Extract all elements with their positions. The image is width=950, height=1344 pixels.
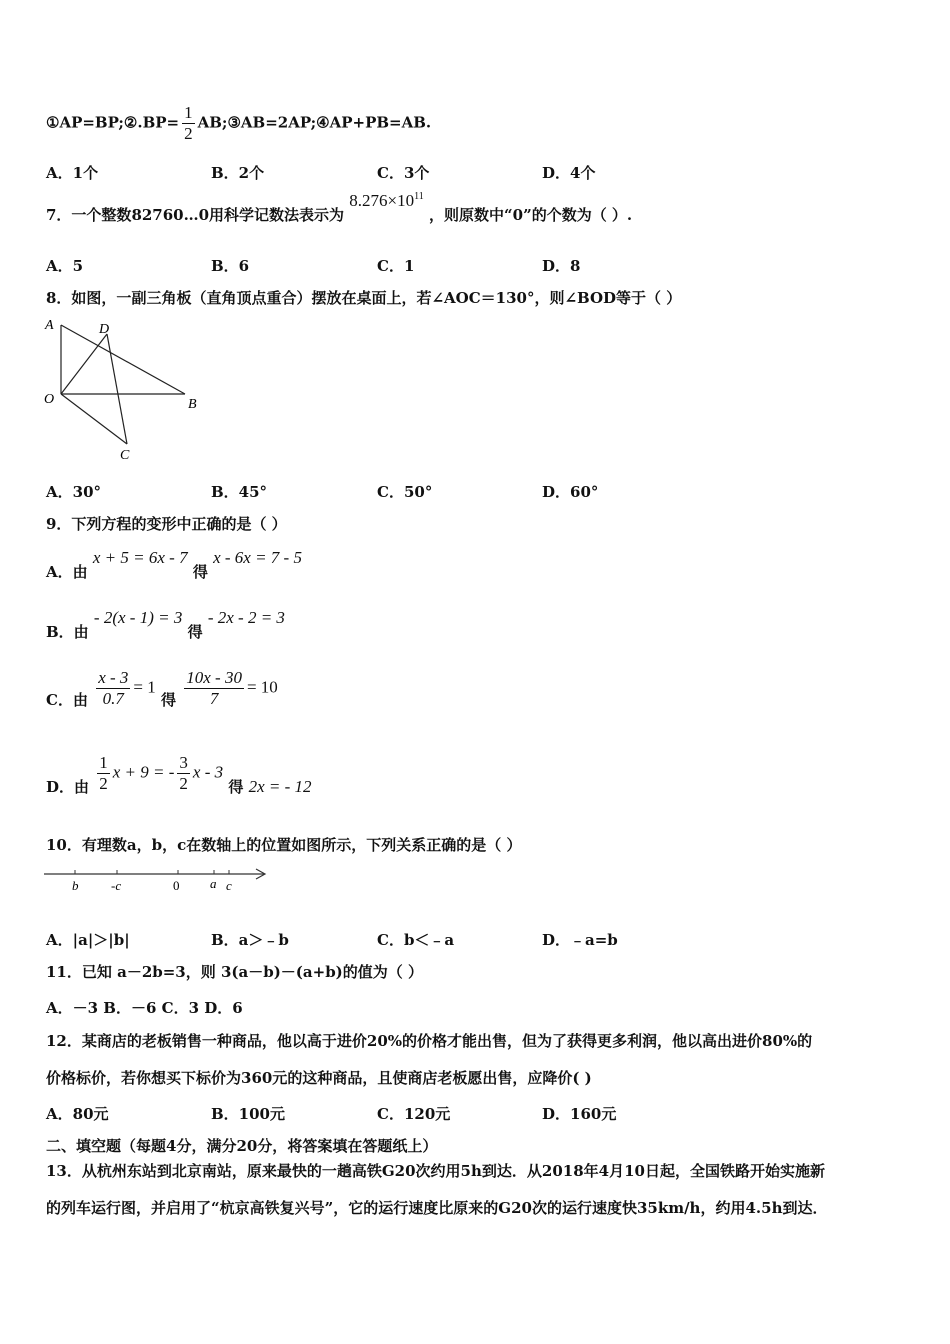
q10-option-b[interactable]: B．a＞﹣b: [211, 931, 289, 949]
q9c-frac1: [96, 668, 130, 709]
q10-option-d[interactable]: D．﹣a=b: [542, 931, 618, 949]
q8-option-d[interactable]: D．60°: [542, 483, 599, 501]
q10-option-a[interactable]: A．|a|＞|b|: [46, 931, 130, 949]
q9d-num2: 3: [179, 753, 188, 772]
q7-sci-exp: 11: [414, 191, 424, 202]
label-neg-c: -c: [111, 878, 122, 893]
line-od: [61, 334, 107, 394]
q13-line2: 的列车运行图，并启用了“杭京高铁复兴号”，它的运行速度比原来的G20次的运行速度快35km/h，约用4.5h到达．: [46, 1199, 828, 1217]
label-zero: 0: [173, 878, 180, 893]
label-c: c: [226, 878, 232, 893]
line-ab: [61, 325, 185, 394]
q7-sci-base: 8.276×10: [349, 191, 415, 210]
q9-option-d[interactable]: [46, 753, 312, 801]
q7-option-c[interactable]: C．1: [377, 257, 415, 275]
q10-option-c[interactable]: C．b＜﹣a: [377, 931, 455, 949]
q9b-to: - 2x - 2 = 3: [207, 608, 285, 627]
q9a-to: x - 6x = 7 - 5: [213, 548, 302, 567]
q6-option-d[interactable]: D．4个: [542, 164, 596, 182]
q12-option-c[interactable]: C．120元: [377, 1105, 451, 1123]
q9d-mid: x + 9 = -: [112, 762, 175, 782]
q7-option-b[interactable]: B．6: [211, 257, 250, 275]
q9c-num2: 10x - 30: [186, 668, 242, 687]
q9-option-b[interactable]: [46, 608, 285, 644]
q12-option-b[interactable]: B．100元: [211, 1105, 285, 1123]
q9d-frac2: [177, 753, 190, 794]
q12-line1: 12．某商店的老板销售一种商品，他以高于进价20%的价格才能出售，但为了获得更多利润，他以高出进价80%的: [46, 1032, 813, 1050]
q6-frac-num: 1: [184, 103, 193, 122]
q6-option-c[interactable]: C．3个: [377, 164, 430, 182]
q7-sci-notation: [349, 191, 423, 210]
q9d-den2: 2: [179, 774, 188, 793]
q13-line1: 13．从杭州东站到北京南站，原来最快的一趟高铁G20次约用5h到达．从2018年4月10日起，全国铁路开始实施新: [46, 1162, 825, 1180]
q9b-label: B．由: [46, 623, 89, 641]
q9a-label: A．由: [46, 563, 88, 581]
label-c: C: [120, 448, 130, 463]
q8-option-c[interactable]: C．50°: [377, 483, 433, 501]
label-o: O: [44, 392, 55, 407]
q9-option-c[interactable]: [46, 668, 278, 716]
q10-stem: 10．有理数a，b，c在数轴上的位置如图所示，下列关系正确的是（ ）: [46, 836, 522, 854]
q9d-de: 得: [228, 777, 244, 796]
q9a-de: 得: [192, 563, 208, 581]
q9c-de: 得: [160, 690, 176, 709]
q9c-den2: 7: [209, 689, 219, 708]
q6-fraction: [182, 103, 195, 144]
q11-stem: 11．已知 a－2b=3，则 3(a－b)－(a+b)的值为（ ）: [46, 963, 424, 981]
label-a: A: [45, 318, 54, 333]
q7-option-a[interactable]: A．5: [46, 257, 84, 275]
q9a-from: x + 5 = 6x - 7: [92, 548, 188, 567]
q6-option-b[interactable]: B．2个: [211, 164, 265, 182]
q9d-den1: 2: [99, 774, 108, 793]
q9c-label: C．由: [46, 690, 88, 709]
q9d-tail: x - 3: [192, 762, 224, 782]
q9b-de: 得: [187, 623, 203, 641]
q9c-eq1: = 1: [133, 677, 156, 697]
q6-part1: ①AP=BP;②.BP=: [46, 113, 180, 132]
q9b-from: - 2(x - 1) = 3: [93, 608, 183, 627]
q10-number-line: [42, 862, 272, 896]
q9d-frac1: [97, 753, 110, 794]
q9d-label: D．由: [46, 777, 90, 796]
q8-stem: 8．如图，一副三角板（直角顶点重合）摆放在桌面上，若∠AOC＝130°，则∠BOD等于（ ）: [46, 289, 682, 307]
q9c-den1: 0.7: [102, 689, 124, 708]
q9d-num1: 1: [99, 753, 108, 772]
q12-option-a[interactable]: A．80元: [46, 1105, 109, 1123]
label-b: B: [188, 397, 197, 412]
label-a: a: [210, 876, 217, 891]
q12-line2: 价格标价，若你想买下标价为360元的这种商品，且使商店老板愿出售，应降价( ): [46, 1069, 592, 1087]
q8-option-a[interactable]: A．30°: [46, 483, 102, 501]
line-oc: [61, 394, 127, 444]
q9c-eq2: = 10: [246, 677, 278, 697]
q12-option-d[interactable]: D．160元: [542, 1105, 617, 1123]
q6-part2: AB;③AB=2AP;④AP+PB=AB.: [197, 113, 432, 132]
section-heading: 二、填空题（每题4分，满分20分，将答案填在答题纸上）: [46, 1137, 438, 1155]
q6-frac-den: 2: [184, 124, 193, 143]
q7-option-d[interactable]: D．8: [542, 257, 581, 275]
q9-option-a[interactable]: [46, 548, 302, 584]
q7-stem-b: ，则原数中“0”的个数为（ ）.: [429, 206, 633, 224]
q6-option-a[interactable]: A．1个: [46, 164, 99, 182]
q9d-to: 2x = - 12: [248, 776, 312, 796]
q8-option-b[interactable]: B．45°: [211, 483, 268, 501]
q9-stem: 9．下列方程的变形中正确的是（ ）: [46, 515, 287, 533]
q9c-frac2: [184, 668, 244, 709]
line-dc: [107, 334, 127, 444]
label-b: b: [72, 878, 79, 893]
q9c-num1: x - 3: [98, 668, 129, 687]
q8-figure: [40, 316, 210, 466]
label-d: D: [99, 322, 110, 337]
q11-options[interactable]: A．－3 B．－6 C．3 D．6: [46, 999, 243, 1017]
q6-conditions: [46, 103, 431, 144]
q7-stem-a: 7．一个整数82760…0用科学记数法表示为: [46, 206, 345, 224]
